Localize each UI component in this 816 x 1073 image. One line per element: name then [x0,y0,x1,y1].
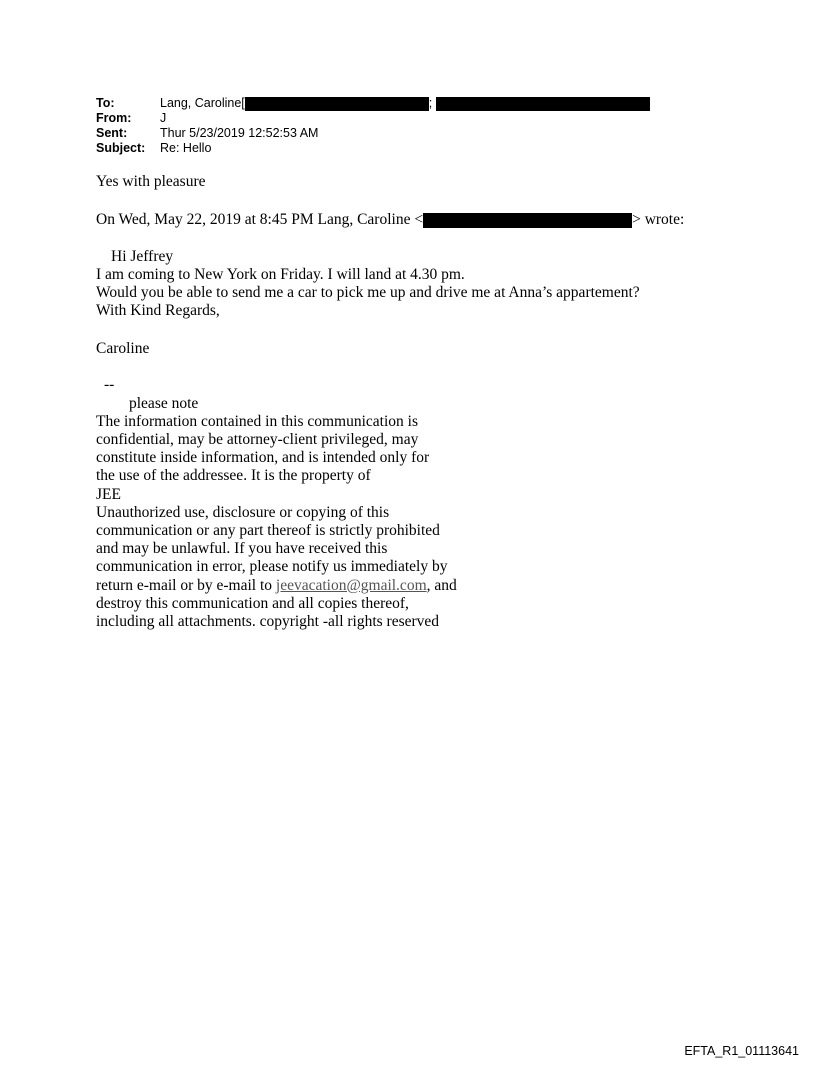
redaction-bar [423,213,632,228]
to-label: To: [96,96,115,110]
to-name: Lang, Caroline[ [160,96,245,110]
from-row [96,111,650,126]
email-header [96,96,650,156]
subject-label: Subject: [96,141,146,155]
message-line: I am coming to New York on Friday. I will land at 4.30 pm. [96,266,465,283]
disclaimer-line: constitute inside information, and is intended only for [96,449,430,466]
disclaimer-line: communication or any part thereof is strictly prohibited [96,522,440,539]
disclaimer-line: confidential, may be attorney-client privileged, may [96,431,419,448]
subject-row [96,141,650,156]
disclaimer-line: including all attachments. copyright -all rights reserved [96,613,440,630]
greeting: Hi Jeffrey [111,248,174,265]
from-label: From: [96,111,132,125]
message-line: With Kind Regards, [96,302,220,319]
disclaimer-text: return e-mail or by e-mail to [96,577,276,594]
redaction-bar [436,97,650,111]
disclaimer-line: and may be unlawful. If you have received this [96,540,388,557]
sent-value: Thur 5/23/2019 12:52:53 AM [160,126,319,140]
disclaimer-line: communication in error, please notify us immediately by [96,558,448,575]
sent-row [96,126,650,141]
disclaimer-line [96,577,457,595]
email-link[interactable]: jeevacation@gmail.com [275,577,427,594]
quote-intro-text: On Wed, May 22, 2019 at 8:45 PM Lang, Caroline < [96,211,424,228]
disclaimer-line: JEE [96,486,121,503]
signature-separator: -- [104,376,115,393]
redaction-bar [245,97,429,111]
disclaimer-text: , and [426,577,457,594]
disclaimer-line: Unauthorized use, disclosure or copying of this [96,504,390,521]
quote-intro-suffix: > wrote: [632,211,685,228]
disclaimer-title: please note [129,395,199,412]
message-line: Would you be able to send me a car to pick me up and drive me at Anna’s appartement? [96,284,640,301]
signature: Caroline [96,340,150,357]
reply-text: Yes with pleasure [96,173,206,190]
to-value [160,96,650,111]
from-value: J [160,111,167,125]
disclaimer-line: The information contained in this communication is [96,413,418,430]
sent-label: Sent: [96,126,128,140]
to-row [96,96,650,111]
disclaimer-line: destroy this communication and all copies thereof, [96,595,409,612]
subject-value: Re: Hello [160,141,212,155]
quote-intro [96,211,684,229]
disclaimer-line: the use of the addressee. It is the property of [96,467,371,484]
document-id: EFTA_R1_01113641 [684,1044,799,1058]
to-separator: ; [428,96,433,110]
